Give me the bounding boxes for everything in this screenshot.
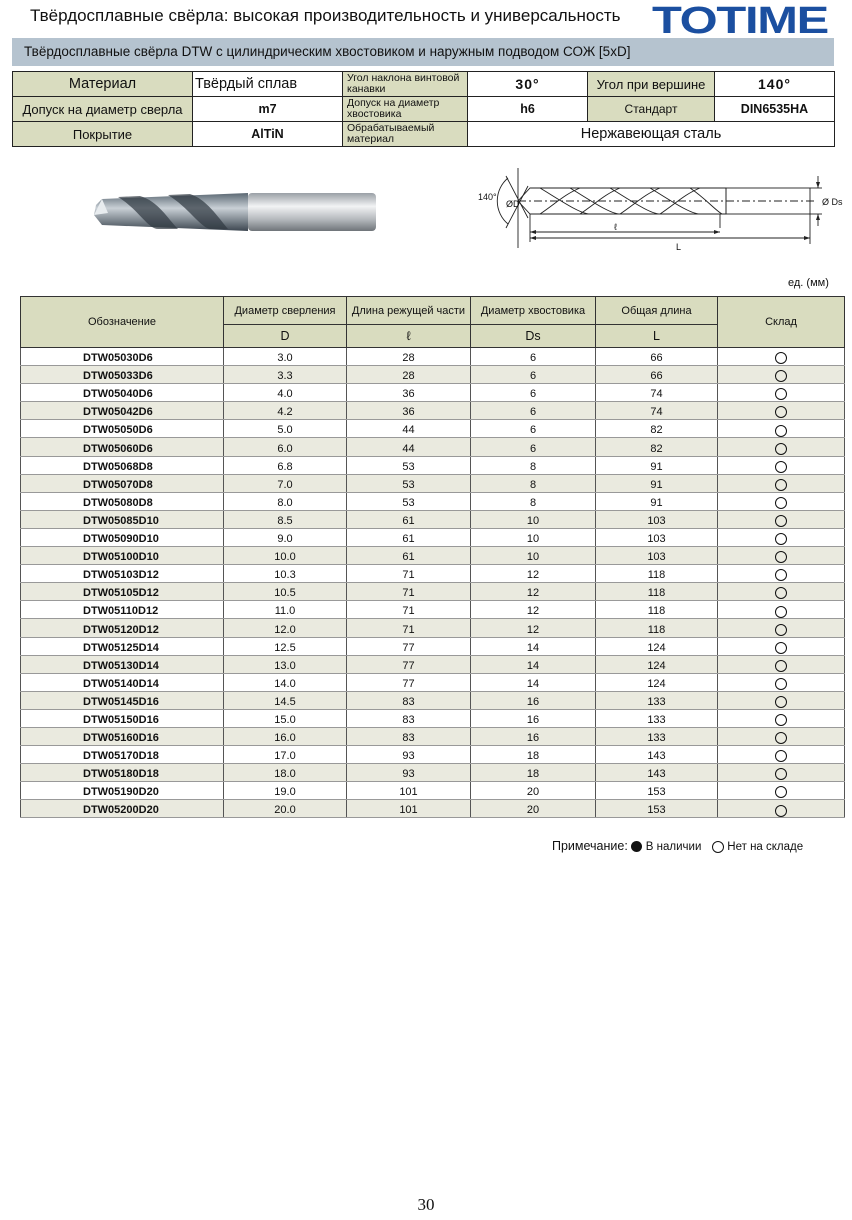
cell-ds: 8: [471, 492, 596, 510]
spec-material-label: Материал: [13, 72, 193, 97]
cell-code: DTW05080D8: [21, 492, 224, 510]
cell-ds: 6: [471, 420, 596, 438]
cell-ds: 14: [471, 673, 596, 691]
cell-L: 66: [596, 348, 718, 366]
table-row: [21, 547, 845, 565]
cell-ds: 14: [471, 637, 596, 655]
spec-tol-shank-label: Допуск на диаметр хвостовика: [343, 97, 468, 122]
cell-l: 93: [347, 746, 471, 764]
cell-l: 71: [347, 583, 471, 601]
cell-stock: [718, 746, 845, 764]
out-of-stock-icon: [775, 660, 787, 672]
cell-code: DTW05180D18: [21, 764, 224, 782]
cell-L: 118: [596, 583, 718, 601]
cell-ds: 14: [471, 655, 596, 673]
table-row: [21, 619, 845, 637]
cell-L: 82: [596, 420, 718, 438]
cell-code: DTW05190D20: [21, 782, 224, 800]
cell-l: 36: [347, 402, 471, 420]
cell-stock: [718, 348, 845, 366]
L-label: L: [676, 242, 682, 252]
cell-l: 83: [347, 727, 471, 745]
cell-stock: [718, 547, 845, 565]
cell-d: 14.0: [224, 673, 347, 691]
cell-L: 66: [596, 366, 718, 384]
cell-l: 53: [347, 492, 471, 510]
out-of-stock-icon: [775, 406, 787, 418]
cell-code: DTW05160D16: [21, 727, 224, 745]
cell-l: 28: [347, 366, 471, 384]
out-of-stock-icon: [775, 425, 787, 437]
cell-code: DTW05068D8: [21, 456, 224, 474]
out-of-stock-icon: [775, 678, 787, 690]
table-row: [21, 691, 845, 709]
cell-stock: [718, 366, 845, 384]
cell-stock: [718, 800, 845, 818]
spec-workpiece-label: Обрабатываемый материал: [343, 122, 468, 147]
cell-stock: [718, 601, 845, 619]
table-row: [21, 402, 845, 420]
cell-d: 10.3: [224, 565, 347, 583]
l-label: ℓ: [614, 222, 617, 232]
cell-d: 14.5: [224, 691, 347, 709]
table-row: [21, 510, 845, 528]
cell-stock: [718, 492, 845, 510]
product-table: [20, 296, 845, 818]
table-row: [21, 492, 845, 510]
cell-L: 133: [596, 727, 718, 745]
cell-L: 153: [596, 800, 718, 818]
cell-ds: 10: [471, 510, 596, 528]
page-number: 30: [417, 1195, 435, 1214]
cell-L: 118: [596, 601, 718, 619]
cell-d: 4.0: [224, 384, 347, 402]
cell-stock: [718, 456, 845, 474]
cell-l: 61: [347, 528, 471, 546]
cell-code: DTW05110D12: [21, 601, 224, 619]
cell-d: 6.0: [224, 438, 347, 456]
cell-l: 53: [347, 456, 471, 474]
out-of-stock-icon: [775, 370, 787, 382]
cell-L: 124: [596, 673, 718, 691]
spec-coating-label: Покрытие: [13, 122, 193, 147]
table-row: [21, 655, 845, 673]
cell-stock: [718, 709, 845, 727]
spec-standard-label: Стандарт: [588, 97, 715, 122]
drill-photo: [88, 189, 378, 235]
cell-L: 124: [596, 637, 718, 655]
cell-L: 133: [596, 709, 718, 727]
table-row: [21, 782, 845, 800]
table-row: [21, 366, 845, 384]
cell-L: 91: [596, 492, 718, 510]
out-of-stock-icon: [775, 551, 787, 563]
cell-d: 11.0: [224, 601, 347, 619]
col-header-stock: Склад: [718, 297, 845, 348]
spec-tol-drill-value: m7: [193, 97, 343, 122]
cell-l: 44: [347, 438, 471, 456]
d-label: ØD: [506, 199, 520, 209]
cell-code: DTW05030D6: [21, 348, 224, 366]
cell-d: 19.0: [224, 782, 347, 800]
out-of-stock-icon: [775, 768, 787, 780]
col-header-L: Общая длина: [596, 297, 718, 325]
cell-L: 143: [596, 764, 718, 782]
cell-d: 16.0: [224, 727, 347, 745]
cell-L: 124: [596, 655, 718, 673]
table-row: [21, 384, 845, 402]
cell-stock: [718, 655, 845, 673]
cell-d: 4.2: [224, 402, 347, 420]
col-symbol-l: ℓ: [347, 325, 471, 348]
cell-code: DTW05170D18: [21, 746, 224, 764]
table-row: [21, 709, 845, 727]
cell-ds: 10: [471, 547, 596, 565]
spec-standard-value: DIN6535HA: [715, 97, 835, 122]
cell-stock: [718, 782, 845, 800]
cell-ds: 8: [471, 456, 596, 474]
cell-l: 53: [347, 474, 471, 492]
cell-code: DTW05033D6: [21, 366, 224, 384]
in-stock-icon: [631, 841, 642, 852]
cell-L: 103: [596, 547, 718, 565]
cell-d: 6.8: [224, 456, 347, 474]
table-row: [21, 528, 845, 546]
table-row: [21, 764, 845, 782]
out-of-stock-icon: [775, 515, 787, 527]
cell-code: DTW05060D6: [21, 438, 224, 456]
cell-ds: 18: [471, 764, 596, 782]
out-of-stock-icon: [775, 786, 787, 798]
product-subtitle: Твёрдосплавные свёрла DTW с цилиндрическим хвостовиком и наружным подводом СОЖ [5xD]: [12, 38, 834, 66]
legend: [552, 839, 803, 853]
cell-L: 74: [596, 402, 718, 420]
out-of-stock-icon: [775, 533, 787, 545]
out-of-stock-icon: [775, 750, 787, 762]
out-of-stock-icon: [775, 587, 787, 599]
cell-code: DTW05050D6: [21, 420, 224, 438]
table-row: [21, 474, 845, 492]
out-of-stock-icon: [775, 642, 787, 654]
cell-code: DTW05105D12: [21, 583, 224, 601]
cell-L: 74: [596, 384, 718, 402]
cell-l: 71: [347, 601, 471, 619]
cell-d: 12.0: [224, 619, 347, 637]
cell-l: 77: [347, 673, 471, 691]
cell-l: 101: [347, 800, 471, 818]
out-of-stock-icon: [775, 714, 787, 726]
cell-ds: 6: [471, 366, 596, 384]
cell-code: DTW05040D6: [21, 384, 224, 402]
table-row: [21, 637, 845, 655]
cell-d: 13.0: [224, 655, 347, 673]
col-header-d: Диаметр сверления: [224, 297, 347, 325]
cell-d: 8.5: [224, 510, 347, 528]
out-of-stock-icon: [775, 388, 787, 400]
cell-d: 5.0: [224, 420, 347, 438]
table-row: [21, 420, 845, 438]
drill-technical-drawing: [470, 158, 850, 258]
cell-d: 10.5: [224, 583, 347, 601]
cell-l: 93: [347, 764, 471, 782]
cell-stock: [718, 384, 845, 402]
spec-tol-drill-label: Допуск на диаметр сверла: [13, 97, 193, 122]
cell-stock: [718, 474, 845, 492]
cell-stock: [718, 528, 845, 546]
cell-d: 3.3: [224, 366, 347, 384]
cell-l: 83: [347, 691, 471, 709]
cell-stock: [718, 565, 845, 583]
out-of-stock-icon: [775, 696, 787, 708]
cell-code: DTW05090D10: [21, 528, 224, 546]
cell-L: 153: [596, 782, 718, 800]
cell-l: 28: [347, 348, 471, 366]
cell-d: 3.0: [224, 348, 347, 366]
cell-code: DTW05125D14: [21, 637, 224, 655]
table-row: [21, 565, 845, 583]
page-header-title: Твёрдосплавные свёрла: высокая производительность и универсальность: [30, 6, 621, 25]
out-of-stock-icon: [775, 461, 787, 473]
angle-label: 140°: [478, 192, 497, 202]
cell-d: 12.5: [224, 637, 347, 655]
cell-d: 9.0: [224, 528, 347, 546]
cell-stock: [718, 673, 845, 691]
cell-code: DTW05145D16: [21, 691, 224, 709]
unit-note: ед. (мм): [788, 277, 829, 289]
cell-code: DTW05120D12: [21, 619, 224, 637]
cell-code: DTW05042D6: [21, 402, 224, 420]
cell-l: 61: [347, 510, 471, 528]
col-symbol-L: L: [596, 325, 718, 348]
ds-label: Ø Ds: [822, 197, 843, 207]
cell-L: 103: [596, 510, 718, 528]
cell-d: 20.0: [224, 800, 347, 818]
cell-stock: [718, 691, 845, 709]
cell-stock: [718, 619, 845, 637]
table-row: [21, 601, 845, 619]
cell-L: 143: [596, 746, 718, 764]
cell-ds: 16: [471, 709, 596, 727]
spec-workpiece-value: Нержавеющая сталь: [468, 122, 835, 147]
out-of-stock-icon: [712, 841, 724, 853]
cell-ds: 20: [471, 800, 596, 818]
cell-code: DTW05085D10: [21, 510, 224, 528]
cell-d: 7.0: [224, 474, 347, 492]
cell-code: DTW05100D10: [21, 547, 224, 565]
cell-l: 36: [347, 384, 471, 402]
legend-label: Примечание:: [552, 839, 628, 853]
cell-stock: [718, 637, 845, 655]
cell-d: 18.0: [224, 764, 347, 782]
col-header-ds: Диаметр хвостовика: [471, 297, 596, 325]
spec-point-value: 140°: [715, 72, 835, 97]
cell-stock: [718, 402, 845, 420]
cell-ds: 12: [471, 565, 596, 583]
spec-table: [12, 71, 835, 147]
cell-L: 103: [596, 528, 718, 546]
col-header-code: Обозначение: [21, 297, 224, 348]
cell-L: 91: [596, 456, 718, 474]
out-of-stock-icon: [775, 443, 787, 455]
legend-in-stock: В наличии: [645, 841, 702, 853]
cell-stock: [718, 727, 845, 745]
cell-d: 8.0: [224, 492, 347, 510]
cell-code: DTW05130D14: [21, 655, 224, 673]
cell-ds: 20: [471, 782, 596, 800]
cell-l: 77: [347, 655, 471, 673]
out-of-stock-icon: [775, 805, 787, 817]
cell-stock: [718, 438, 845, 456]
table-row: [21, 456, 845, 474]
cell-ds: 6: [471, 438, 596, 456]
cell-L: 133: [596, 691, 718, 709]
cell-l: 71: [347, 619, 471, 637]
cell-L: 118: [596, 619, 718, 637]
totime-logo: [650, 0, 830, 36]
table-row: [21, 746, 845, 764]
spec-coating-value: AlTiN: [193, 122, 343, 147]
cell-stock: [718, 764, 845, 782]
cell-code: DTW05150D16: [21, 709, 224, 727]
out-of-stock-icon: [775, 569, 787, 581]
cell-l: 44: [347, 420, 471, 438]
table-row: [21, 727, 845, 745]
cell-stock: [718, 583, 845, 601]
out-of-stock-icon: [775, 479, 787, 491]
table-row: [21, 583, 845, 601]
spec-helix-label: Угол наклона винтовой канавки: [343, 72, 468, 97]
cell-d: 15.0: [224, 709, 347, 727]
cell-ds: 12: [471, 619, 596, 637]
cell-l: 101: [347, 782, 471, 800]
cell-ds: 12: [471, 601, 596, 619]
spec-tol-shank-value: h6: [468, 97, 588, 122]
cell-code: DTW05140D14: [21, 673, 224, 691]
cell-l: 71: [347, 565, 471, 583]
cell-ds: 6: [471, 348, 596, 366]
cell-ds: 10: [471, 528, 596, 546]
cell-code: DTW05070D8: [21, 474, 224, 492]
cell-ds: 18: [471, 746, 596, 764]
cell-d: 10.0: [224, 547, 347, 565]
cell-ds: 6: [471, 384, 596, 402]
out-of-stock-icon: [775, 732, 787, 744]
out-of-stock-icon: [775, 624, 787, 636]
col-header-l: Длина режущей части: [347, 297, 471, 325]
cell-stock: [718, 420, 845, 438]
cell-ds: 8: [471, 474, 596, 492]
spec-point-label: Угол при вершине: [588, 72, 715, 97]
legend-out-of-stock: Нет на складе: [727, 841, 804, 853]
cell-l: 83: [347, 709, 471, 727]
spec-material-value: Твёрдый сплав: [193, 72, 343, 97]
out-of-stock-icon: [775, 497, 787, 509]
cell-code: DTW05103D12: [21, 565, 224, 583]
cell-L: 82: [596, 438, 718, 456]
cell-ds: 16: [471, 691, 596, 709]
cell-code: DTW05200D20: [21, 800, 224, 818]
col-symbol-d: D: [224, 325, 347, 348]
cell-ds: 6: [471, 402, 596, 420]
cell-ds: 12: [471, 583, 596, 601]
spec-helix-value: 30°: [468, 72, 588, 97]
cell-l: 77: [347, 637, 471, 655]
cell-L: 118: [596, 565, 718, 583]
out-of-stock-icon: [775, 352, 787, 364]
table-row: [21, 348, 845, 366]
table-row: [21, 438, 845, 456]
cell-l: 61: [347, 547, 471, 565]
cell-d: 17.0: [224, 746, 347, 764]
cell-L: 91: [596, 474, 718, 492]
logo-text: TOTIME: [652, 0, 828, 36]
col-symbol-ds: Ds: [471, 325, 596, 348]
cell-ds: 16: [471, 727, 596, 745]
out-of-stock-icon: [775, 606, 787, 618]
table-row: [21, 673, 845, 691]
cell-stock: [718, 510, 845, 528]
table-row: [21, 800, 845, 818]
